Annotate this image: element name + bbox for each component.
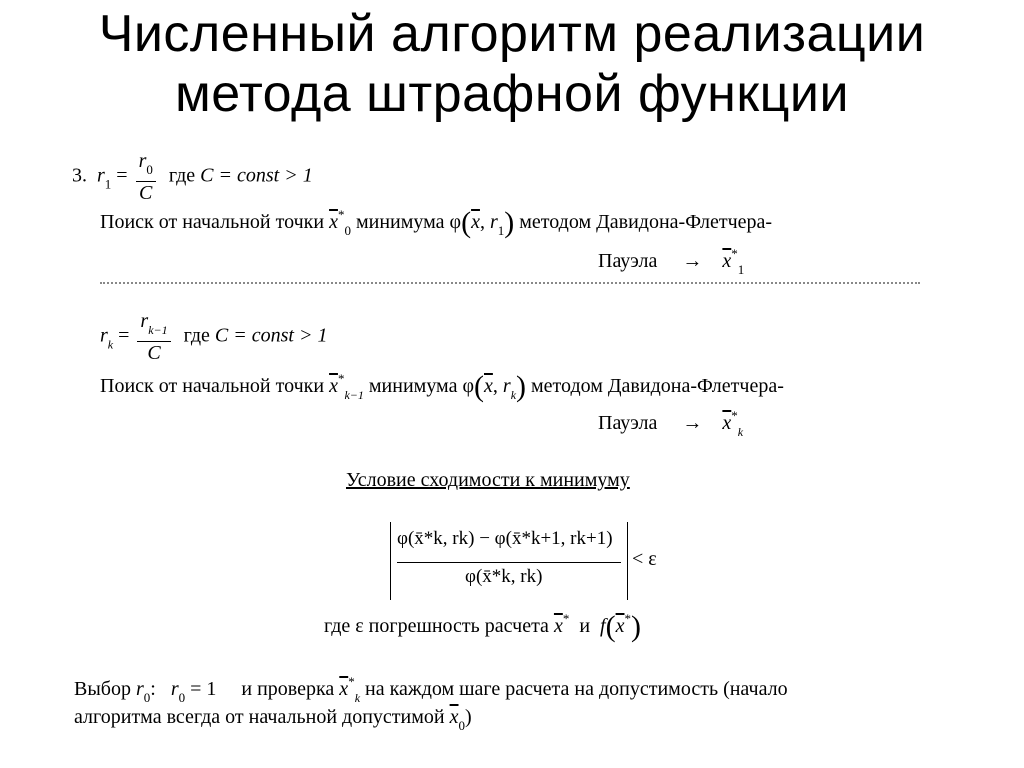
numerator-subscript: 0 <box>146 162 153 177</box>
choice-word: Выбор <box>74 678 131 700</box>
choice-line-1: Выбор $r_0$: $r_0 = 1$ и проверка $\overline{x}^*_k$ на каждом шаге расчета на допустимость (начало <box>74 674 788 705</box>
result-subscript: k <box>737 425 744 439</box>
equals-sign: = <box>116 164 128 187</box>
arg-r: r <box>489 211 498 233</box>
r0-subscript: 0 <box>143 690 151 705</box>
start-point-x: $\overline{x}$ <box>329 211 338 233</box>
phi-symbol: φ <box>449 211 462 233</box>
arrow: → <box>682 412 703 434</box>
constant-condition: C = const > 1 <box>214 324 328 347</box>
accuracy-line: где ε погрешность расчета $\overline{x}^*$ и $f(\overline{x}^*)$ <box>324 610 641 643</box>
x0-subscript: 0 <box>458 718 465 733</box>
check-text: и проверка <box>241 678 335 700</box>
fraction-denominator: C <box>147 342 161 364</box>
and-word: и <box>579 615 591 637</box>
result-star: * <box>731 408 738 423</box>
result-x: $\overline{x}$ <box>722 412 732 434</box>
numerator-subscript: k−1 <box>148 323 168 337</box>
title-line-1: Численный алгоритм реализации <box>98 5 926 63</box>
arrow: → <box>682 250 703 272</box>
phi-symbol: φ <box>462 375 474 397</box>
convergence-numerator: φ(x̄*k, rk) − φ(x̄*k+1, rk+1) <box>397 528 613 549</box>
choice-line-2 <box>74 706 472 734</box>
fraction-bar <box>397 562 621 563</box>
equals-sign: = <box>118 324 130 347</box>
search-sentence-k: Поиск от начальной точки $\overline{x}^*_{k-1}$ минимума $\varphi(\overline{x}$, $r_k$) методом Давидона-Флетчера- <box>100 370 784 403</box>
accuracy-text: где ε погрешность расчета <box>324 615 549 637</box>
method-text: методом Давидона-Флетчера- <box>519 211 773 233</box>
step-number: 3. <box>72 164 87 187</box>
step-k-formula <box>100 310 327 364</box>
close-paren: ) <box>465 706 472 728</box>
method-name-end: Пауэла <box>598 250 658 272</box>
colon: : <box>150 678 156 700</box>
minimum-word: минимума <box>368 375 458 397</box>
f-symbol: f <box>600 615 606 637</box>
r0-over-c-fraction <box>136 150 156 204</box>
page-title <box>0 4 1024 124</box>
start-point-x: $\overline{x}$ <box>329 375 338 397</box>
search-sentence-1-end <box>598 246 744 278</box>
arg-r-subscript: k <box>510 388 517 402</box>
search-sentence-1: Поиск от начальной точки $\overline{x}^*_0$ минимума $\varphi(\overline{x}$, $r_1$) методом Давидона-Флетчера- <box>100 206 773 239</box>
arg-r: r <box>502 375 511 397</box>
convergence-formula <box>390 522 628 600</box>
method-name-end: Пауэла <box>598 412 658 434</box>
title-line-2: метода штрафной функции <box>175 65 849 123</box>
where-word: где <box>168 164 196 187</box>
star-superscript: * <box>337 371 345 386</box>
r0-eq-symbol: r <box>170 678 179 700</box>
search-text: Поиск от начальной точки <box>100 375 325 397</box>
constant-condition: C = const > 1 <box>200 164 313 187</box>
fraction-denominator: C <box>139 182 153 204</box>
start-point-subscript: k−1 <box>344 388 364 402</box>
fraction-numerator: r <box>140 310 149 332</box>
arg-r-subscript: 1 <box>497 223 505 238</box>
r1-subscript: 1 <box>104 176 112 192</box>
fraction-numerator: r <box>138 150 147 172</box>
convergence-denominator: φ(x̄*k, rk) <box>465 566 543 587</box>
equals-one: = 1 <box>190 678 217 700</box>
step-3-formula <box>72 150 313 204</box>
method-text: методом Давидона-Флетчера- <box>531 375 784 397</box>
where-word: где <box>183 324 210 347</box>
xk-symbol: $\overline{x}$ <box>339 678 349 700</box>
search-text: Поиск от начальной точки <box>100 211 325 233</box>
algorithm-start-text: алгоритма всегда от начальной допустимой <box>74 706 445 728</box>
rk-symbol: r <box>100 324 108 347</box>
x-star: $\overline{x}$ <box>553 615 563 637</box>
r1-symbol: r <box>97 164 105 187</box>
result-subscript: 1 <box>737 262 745 277</box>
start-point-subscript: 0 <box>344 223 351 238</box>
r0-symbol: r <box>135 678 144 700</box>
xk-subscript: k <box>354 691 361 705</box>
result-star: * <box>731 246 738 261</box>
dotted-separator <box>100 282 920 285</box>
rk-minus-1-over-c-fraction <box>137 310 170 364</box>
x0-symbol: $\overline{x}$ <box>449 706 459 728</box>
result-x: $\overline{x}$ <box>722 250 732 272</box>
rk-subscript: k <box>107 337 114 352</box>
convergence-title: Условие сходимости к минимуму <box>346 469 630 491</box>
minimum-word: минимума <box>355 211 445 233</box>
check-text-end: на каждом шаге расчета на допустимость (начало <box>365 678 788 700</box>
search-sentence-k-end <box>598 408 743 440</box>
star-superscript: * <box>337 207 345 222</box>
less-than-epsilon: < ε <box>632 548 657 570</box>
